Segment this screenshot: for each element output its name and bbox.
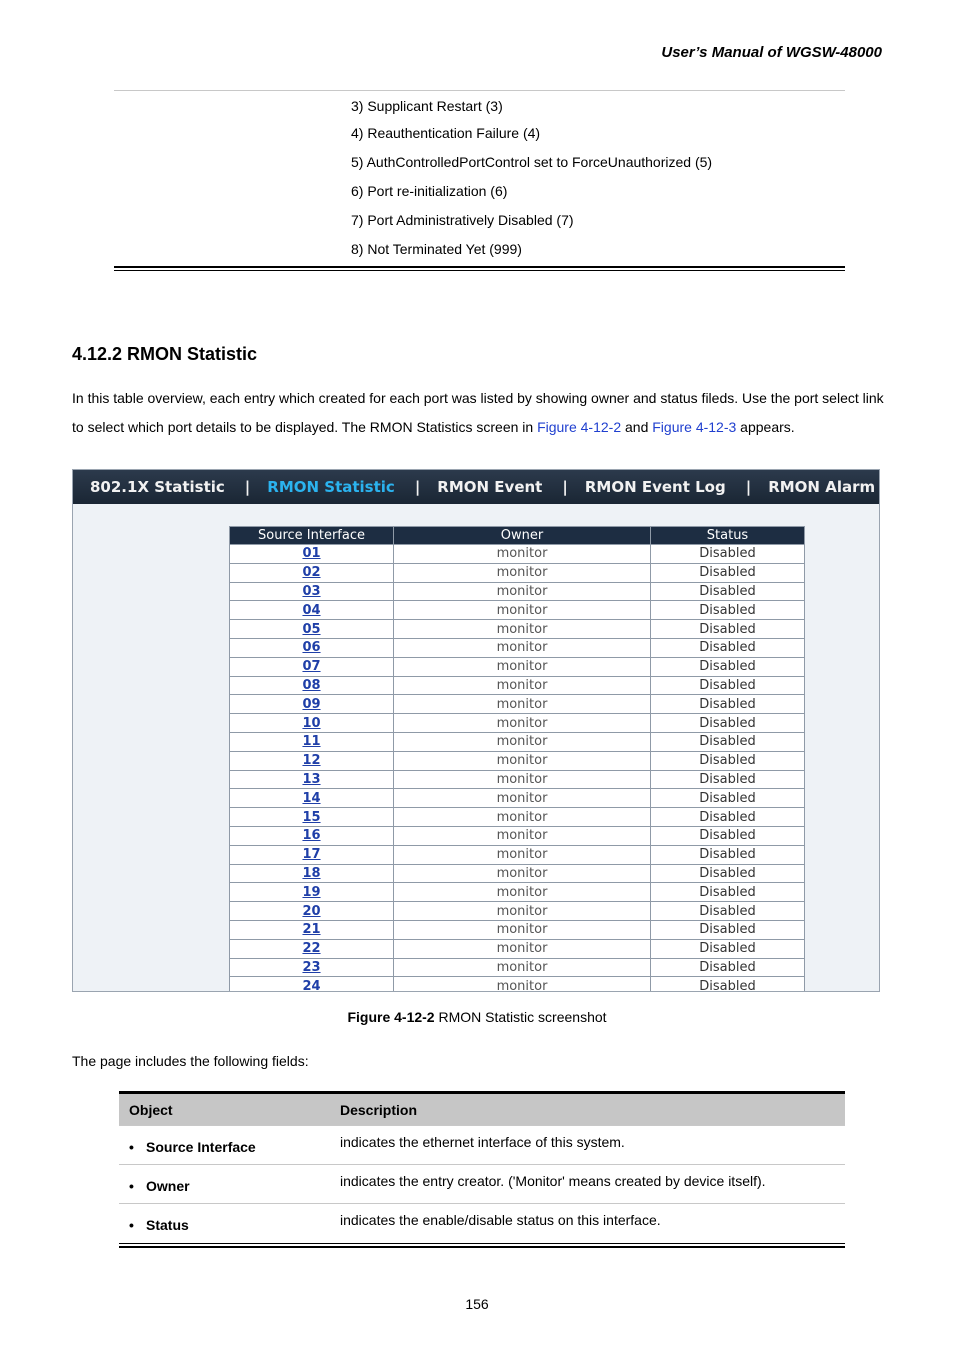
- table-row: [119, 1203, 845, 1242]
- table-row: [119, 1164, 845, 1203]
- intro-text: and: [621, 419, 653, 435]
- owner-cell: monitor: [394, 977, 651, 992]
- table-row: [230, 845, 805, 864]
- object-name: Source Interface: [146, 1139, 256, 1155]
- manual-title: User’s Manual of WGSW-48000: [661, 44, 882, 61]
- owner-cell: monitor: [394, 845, 651, 864]
- owner-cell: monitor: [394, 902, 651, 921]
- status-cell: Disabled: [651, 751, 805, 770]
- port-link[interactable]: 19: [230, 883, 394, 902]
- table-row: [230, 826, 805, 845]
- status-cell: Disabled: [651, 845, 805, 864]
- table-header: [119, 1094, 845, 1125]
- tab-separator: |: [562, 478, 568, 496]
- port-link[interactable]: 01: [230, 545, 394, 564]
- column-header-source-interface: Source Interface: [230, 527, 394, 545]
- figure-link[interactable]: Figure 4-12-3: [652, 419, 737, 435]
- status-cell: Disabled: [651, 958, 805, 977]
- tab-separator: |: [414, 478, 421, 496]
- table-row: [230, 920, 805, 939]
- object-name: Status: [146, 1217, 189, 1233]
- status-cell: Disabled: [651, 808, 805, 827]
- status-cell: Disabled: [651, 714, 805, 733]
- port-link[interactable]: 04: [230, 601, 394, 620]
- table-row: [230, 770, 805, 789]
- page-number: 156: [465, 1296, 489, 1312]
- return-values-table: [114, 90, 845, 271]
- port-link[interactable]: 02: [230, 563, 394, 582]
- table-row: [230, 883, 805, 902]
- port-link[interactable]: 07: [230, 657, 394, 676]
- port-link[interactable]: 20: [230, 902, 394, 921]
- status-cell: Disabled: [651, 601, 805, 620]
- owner-cell: monitor: [394, 789, 651, 808]
- object-description-table: [119, 1091, 845, 1248]
- intro-text: appears.: [736, 419, 795, 435]
- description-cell: indicates the ethernet interface of this system.: [340, 1134, 625, 1150]
- description-cell: indicates the entry creator. ('Monitor' means created by device itself).: [340, 1173, 766, 1189]
- owner-cell: monitor: [394, 939, 651, 958]
- figure-link[interactable]: Figure 4-12-2: [537, 419, 622, 435]
- owner-cell: monitor: [394, 770, 651, 789]
- object-cell: [119, 1213, 340, 1233]
- owner-cell: monitor: [394, 657, 651, 676]
- object-cell: [119, 1135, 340, 1155]
- owner-cell: monitor: [394, 545, 651, 564]
- owner-cell: monitor: [394, 808, 651, 827]
- status-cell: Disabled: [651, 732, 805, 751]
- status-cell: Disabled: [651, 826, 805, 845]
- list-item: 5) AuthControlledPortControl set to ForceUnauthorized (5): [351, 154, 713, 170]
- port-link[interactable]: 12: [230, 751, 394, 770]
- tab-rmon-event-log[interactable]: RMON Event Log: [584, 478, 726, 496]
- figure-caption-text: RMON Statistic screenshot: [434, 1009, 607, 1025]
- list-item: 6) Port re-initialization (6): [351, 183, 508, 199]
- table-row: [230, 657, 805, 676]
- status-cell: Disabled: [651, 864, 805, 883]
- owner-cell: monitor: [394, 714, 651, 733]
- table-row: [230, 695, 805, 714]
- owner-cell: monitor: [394, 563, 651, 582]
- port-link[interactable]: 22: [230, 939, 394, 958]
- table-row: [230, 676, 805, 695]
- status-cell: Disabled: [651, 770, 805, 789]
- status-cell: Disabled: [651, 563, 805, 582]
- owner-cell: monitor: [394, 732, 651, 751]
- port-link[interactable]: 17: [230, 845, 394, 864]
- port-link[interactable]: 05: [230, 620, 394, 639]
- port-link[interactable]: 03: [230, 582, 394, 601]
- table-row: [230, 789, 805, 808]
- table-row: [230, 582, 805, 601]
- owner-cell: monitor: [394, 883, 651, 902]
- status-cell: Disabled: [651, 657, 805, 676]
- port-link[interactable]: 10: [230, 714, 394, 733]
- port-link[interactable]: 24: [230, 977, 394, 992]
- owner-cell: monitor: [394, 920, 651, 939]
- port-link[interactable]: 06: [230, 638, 394, 657]
- figure-label: Figure 4-12-2: [347, 1009, 435, 1025]
- tab-bar: [73, 470, 879, 504]
- port-link[interactable]: 14: [230, 789, 394, 808]
- status-cell: Disabled: [651, 883, 805, 902]
- status-cell: Disabled: [651, 920, 805, 939]
- fields-intro: The page includes the following fields:: [72, 1053, 309, 1069]
- status-cell: Disabled: [651, 789, 805, 808]
- table-row: [230, 545, 805, 564]
- tab-separator: |: [745, 478, 752, 496]
- intro-paragraph: [72, 384, 892, 442]
- table-bottom-rule: [119, 1243, 845, 1248]
- status-cell: Disabled: [651, 902, 805, 921]
- table-row: [230, 714, 805, 733]
- description-cell: indicates the enable/disable status on this interface.: [340, 1212, 661, 1228]
- table-row: [230, 864, 805, 883]
- port-link[interactable]: 15: [230, 808, 394, 827]
- table-row: [230, 732, 805, 751]
- list-item: 4) Reauthentication Failure (4): [351, 125, 541, 141]
- list-item: 8) Not Terminated Yet (999): [351, 241, 522, 257]
- owner-cell: monitor: [394, 582, 651, 601]
- owner-cell: monitor: [394, 958, 651, 977]
- column-header-owner: Owner: [394, 527, 651, 545]
- bullet: •: [129, 1217, 134, 1233]
- table-row: [230, 620, 805, 639]
- rmon-statistic-screenshot: [72, 469, 880, 992]
- owner-cell: monitor: [394, 826, 651, 845]
- status-cell: Disabled: [651, 939, 805, 958]
- owner-cell: monitor: [394, 695, 651, 714]
- description-column-header: Description: [340, 1101, 418, 1118]
- table-row: [230, 601, 805, 620]
- figure-caption: [0, 1009, 954, 1025]
- column-header-status: Status: [651, 527, 805, 545]
- table-row: [119, 1125, 845, 1164]
- owner-cell: monitor: [394, 676, 651, 695]
- owner-cell: monitor: [394, 864, 651, 883]
- status-cell: Disabled: [651, 620, 805, 639]
- port-link[interactable]: 23: [230, 958, 394, 977]
- status-cell: Disabled: [651, 545, 805, 564]
- status-cell: Disabled: [651, 582, 805, 601]
- tab-separator: |: [244, 478, 251, 496]
- intro-text: In this table overview, each entry which created for each port was listed by showing owner and status fileds. Use the port select link to select which port details to be displayed. The RMON Statistics screen in: [72, 390, 884, 435]
- table-row: [230, 902, 805, 921]
- table-row: [230, 958, 805, 977]
- port-link[interactable]: 16: [230, 826, 394, 845]
- table-row: [230, 977, 805, 992]
- owner-cell: monitor: [394, 638, 651, 657]
- table-row: [230, 808, 805, 827]
- object-column-header: Object: [129, 1101, 173, 1118]
- table-row: [230, 563, 805, 582]
- section-heading: 4.12.2 RMON Statistic: [72, 344, 258, 364]
- port-link[interactable]: 11: [230, 732, 394, 751]
- port-link[interactable]: 18: [230, 864, 394, 883]
- status-cell: Disabled: [651, 695, 805, 714]
- port-link[interactable]: 08: [230, 676, 394, 695]
- list-item: 3) Supplicant Restart (3): [351, 98, 503, 114]
- bullet: •: [129, 1139, 134, 1155]
- port-link[interactable]: 21: [230, 920, 394, 939]
- object-name: Owner: [146, 1178, 190, 1194]
- port-link[interactable]: 09: [230, 695, 394, 714]
- owner-cell: monitor: [394, 601, 651, 620]
- table-row: [230, 751, 805, 770]
- owner-cell: monitor: [394, 620, 651, 639]
- bullet: •: [129, 1178, 134, 1194]
- table-row: [230, 939, 805, 958]
- tab-rmon-event[interactable]: RMON Event: [437, 478, 543, 496]
- status-cell: Disabled: [651, 977, 805, 992]
- tab-rmon-statistic[interactable]: RMON Statistic: [267, 478, 395, 496]
- status-cell: Disabled: [651, 638, 805, 657]
- status-cell: Disabled: [651, 676, 805, 695]
- table-bottom-rule: [114, 266, 845, 271]
- object-cell: [119, 1174, 340, 1194]
- rmon-statistic-table: [229, 526, 805, 992]
- table-row: [230, 638, 805, 657]
- list-item: 7) Port Administratively Disabled (7): [351, 212, 574, 228]
- port-link[interactable]: 13: [230, 770, 394, 789]
- owner-cell: monitor: [394, 751, 651, 770]
- tab-8021x-statistic[interactable]: 802.1X Statistic: [90, 478, 225, 496]
- tab-rmon-alarm[interactable]: RMON Alarm: [768, 478, 876, 496]
